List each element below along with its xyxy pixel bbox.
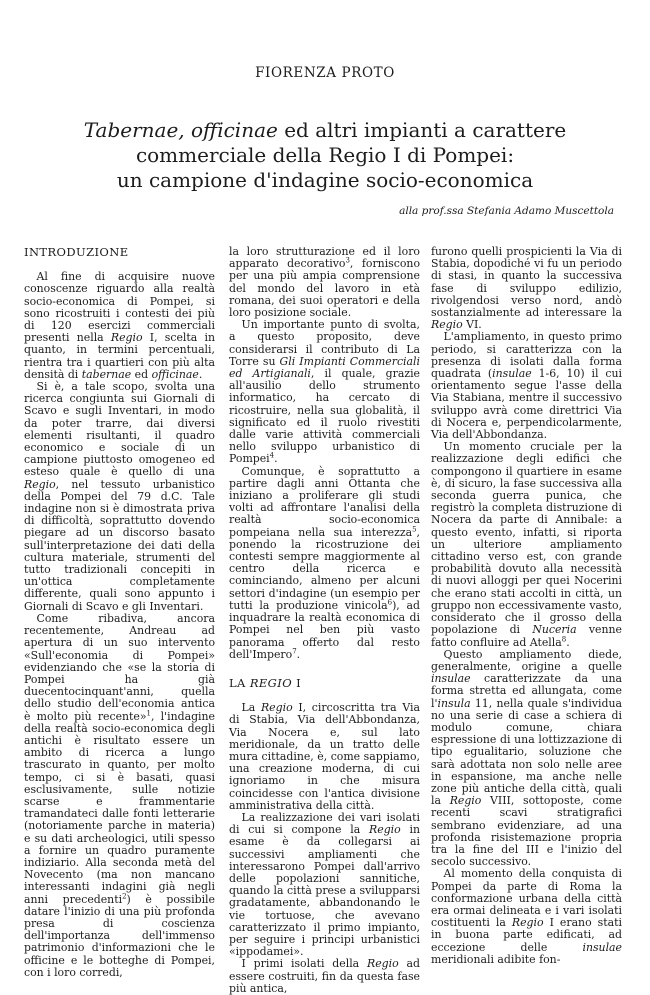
title-line-1 [0,118,650,143]
paragraph [229,812,420,958]
text-run: Al momento della conquista di Pompei da parte di Roma la conformazione urbana della città era ormai delineata e i vari isolati costituenti la [431,867,622,930]
text-run: Si è, a tale scopo, svolta una ricerca congiunta sui Giornali di Scavo e sugli Inventari, in modo da poter trarre, dai diversi elementi risultanti, il quadro economico e sociale di un campione piuttosto omogeneo ed esteso quale è quello di una [24,380,215,479]
text-run: la loro strutturazione ed il loro apparato decorativo [229,245,420,271]
text-run: . [566,635,570,649]
paragraph [24,271,215,381]
paragraph [229,958,420,995]
italic-run: Regio [511,916,544,930]
text-run: Come ribadiva, ancora recentemente, Andreau ad apertura di un suo intervento «Sull'economia di Pompei» evidenziando che «se la storia di Pompei ha già duecentocinquant'anni, quella dello studio dell'economia antica è molto più recente» [24,611,215,723]
text-run: L'ampliamento, in questo primo periodo, si caratterizza con la presenza di isolati dalla forma quadrata ( [431,330,622,381]
heading-run: LA [229,675,250,690]
paragraph [24,613,215,979]
text-run: ed [131,367,152,381]
footnote-ref: 5 [412,525,417,534]
text-run: ) è possibile datare l'inizio di una più profonda presa di coscienza dell'importanza dell'immenso patrimonio d'informazioni che le officine e le botteghe di Pompei, con i loro corredi, [24,892,215,979]
section-heading-introduzione: INTRODUZIONE [24,245,129,259]
footnote-ref: 1 [146,708,151,717]
italic-run: insulae [492,367,532,381]
text-run: ad essere costruiti, fin da questa fase più antica, [229,957,420,995]
italic-run: Regio [110,331,143,345]
paragraph [229,319,420,465]
paragraph [24,381,215,613]
text-run: . [296,647,301,661]
italic-run: insula [437,696,471,710]
heading-run: I [292,675,302,690]
italic-run: Gli Impianti Commerciali ed Artigianali [229,354,421,381]
italic-run: Regio [260,701,293,715]
italic-run: Regio [367,957,399,971]
footnote-ref: 8 [561,634,567,643]
text-run: Al fine di acquisire nuove conoscenze riguardo alla realtà socio-economica di Pompei, si sono ricostruiti i contesti dei più di 120 esercizi commerciali presenti nella [24,270,215,345]
text-run: I primi isolati della [241,957,368,971]
text-run: 11, nella quale s'individua no una serie di case a schiera di modulo comune, chiara espressione di una lottizzazione di tipo egualitario, soluzione che sarà adottata non solo nelle aree in espansione, ma anche nelle zone più antiche della città, quali la [431,696,622,808]
heading-italic: REGIO [249,675,293,690]
article-title [0,118,650,193]
title-italic: Tabernae, officinae [83,118,278,142]
italic-run: insulae [431,672,471,686]
text-run: , il quale, grazie all'ausilio dello strumento informatico, ha cercato di ricostruire, nella sua globalità, il significato ed il ruolo rivestiti dalle varie attività commerciali nello sviluppo urbanistico di Pompei [229,367,420,466]
italic-run: insulae [582,940,622,954]
text-run: meridionali adibite fon- [431,952,561,966]
title-line-2: commerciale della Regio I di Pompei: [135,143,515,167]
text-run: , nel tessuto urbanistico della Pompei del 79 d.C. Tale indagine non si è dimostrata priva di difficoltà, soprattutto dovendo piegare ad un discorso basato sull'interpretazione dei dati della cultura materiale, strumenti del tutto tradizionali concepiti in un'ottica completamente differente, quali sono appunto i Giornali di Scavo e gli Inventari. [24,477,215,613]
italic-run: Regio [369,823,401,837]
italic-run: Nuceria [532,623,577,637]
italic-run: Regio [431,318,463,332]
section-heading-la-regio [229,677,420,689]
italic-run: Regio [449,794,482,808]
dedication: alla prof.ssa Stefania Adamo Muscettola [399,205,614,217]
text-run: I, circoscritta tra Via di Stabia, Via dell'Abbondanza, Via Nocera e, sul lato meridionale, da un tratto delle mura cittadine, è, come sappiamo, una creazione moderna, di cui ignoriamo in che misura coincidesse con l'antica divisione amministrativa della città. [229,701,421,812]
text-run: . [198,367,203,381]
paragraph [229,246,420,319]
paragraph [431,331,622,441]
author-name: FIORENZA PROTO [255,65,395,81]
footnote-ref: 7 [292,647,297,656]
paragraph [431,441,622,648]
text-run: Un importante punto di svolta, a questo proposito, deve considerarsi il contributo di La Torre su [229,318,420,368]
column-2 [229,246,420,995]
text-run: . [274,452,278,466]
text-run: , forniscono per una più ampia comprensione del mondo del lavoro in età romana, dei suoi operatori e della loro posizione sociale. [229,257,420,320]
paragraph [229,466,420,661]
text-run: VI. [462,318,482,332]
text-run: venne fatto confluire ad Atella [431,623,622,649]
text-run: I, scelta in quanto, in termini percentuali, rientra tra i quartieri con più alta densità di [24,331,215,381]
footnote-ref: 6 [387,598,393,607]
text-run: Questo ampliamento diede, generalmente, origine a quelle [431,647,622,673]
paragraph [431,649,622,869]
text-run: 1-6, 10) il cui orientamento segue l'asse della Via Stabiana, mentre il successivo sviluppo avrà come direttrici Via di Nocera e, perpendicolarmente, Via dell'Abbondanza. [431,367,622,442]
paragraph [431,868,622,966]
title-line-3: un campione d'indagine socio-economica [116,168,534,192]
footnote-ref: 3 [345,256,350,265]
footnote-ref: 4 [269,451,275,460]
text-run: Un momento cruciale per la realizzazione degli edifici che compongono il quartiere in esame è, di sicuro, la fase successiva alla seconda guerra punica, che registrò la completa distruzione di Nocera da parte di Annibale: a questo evento, infatti, si riporta un ulteriore ampliamento cittadino verso est, con grande probabilità dovuto alla necessità di nuovi alloggi per quei Nocerini che erano stati accolti in città, un gruppo non eccessivamente vasto, considerato che il grosso della popolazione di [431,440,622,637]
text-run: La realizzazione dei vari isolati di cui si compone la [229,810,420,837]
text-run: I erano stati in buona parte edificati, ad eccezione delle [431,916,622,954]
italic-run: Regio [24,477,56,491]
title-line-1-rest: ed altri impianti a carattere [277,118,567,142]
column-1 [24,246,215,979]
text-run: furono quelli prospicienti la Via di Stabia, dopodiché vi fu un periodo di stasi, in quanto la successiva fase di sviluppo edilizio, rivolgendosi verso nord, andò sostanzialmente ad interessare la [431,245,622,320]
text-run: ), ad inquadrare la realtà economica di Pompei nel ben più vasto panorama offerto dal resto dell'Impero [229,598,420,661]
column-3 [431,246,622,966]
text-run: in esame è da collegarsi ai successivi ampliamenti che interessarono Pompei dall'arrivo delle popolazioni sannitiche, quando la città prese a svilupparsi gradatamente, abbandonando le vie tortuose, che avevano caratterizzato il primo impianto, per seguire i principi urbanistici «ippodamei». [229,823,420,959]
text-run: Comunque, è soprattutto a partire dagli anni Ottanta che iniziano a proliferare gli studi volti ad affrontare l'analisi della realtà socio-economica pompeiana nella sua interezza [229,464,420,539]
text-run: La [241,701,261,715]
text-run: VIII, sottoposte, come recenti scavi stratigrafici sembrano evidenziare, ad una profonda risistemazione propria tra la fine del III e l'inizio del secolo successivo. [431,794,622,869]
italic-run: officinae [151,367,199,381]
text-run: caratterizzate da una forma stretta ed allungata, come l' [431,672,622,710]
text-run: , ponendo la ricostruzione dei contesti sempre maggiormente al centro della ricerca e cominciando, almeno per alcuni settori d'indagine (un esempio per tutti la produzione vinicola [229,525,420,612]
footnote-ref: 2 [122,891,127,900]
italic-run: tabernae [81,367,132,381]
paragraph [229,702,420,812]
text-run: , l'indagine della realtà socio-economica degli antichi è risultato essere un ambito di ricerca a lungo trascurato in quanto, per molto tempo, ci si è basati, quasi esclusivamente, sulle notizie scarse e frammentarie tramandateci dalle fonti letterarie (notoriamente parche in materia) e su dati archeologici, utili spesso a fornire un quadro puramente indiziario. Alla seconda metà del Novecento (ma non mancano interessanti indagini già negli anni precedenti [24,709,215,906]
paragraph [431,246,622,331]
